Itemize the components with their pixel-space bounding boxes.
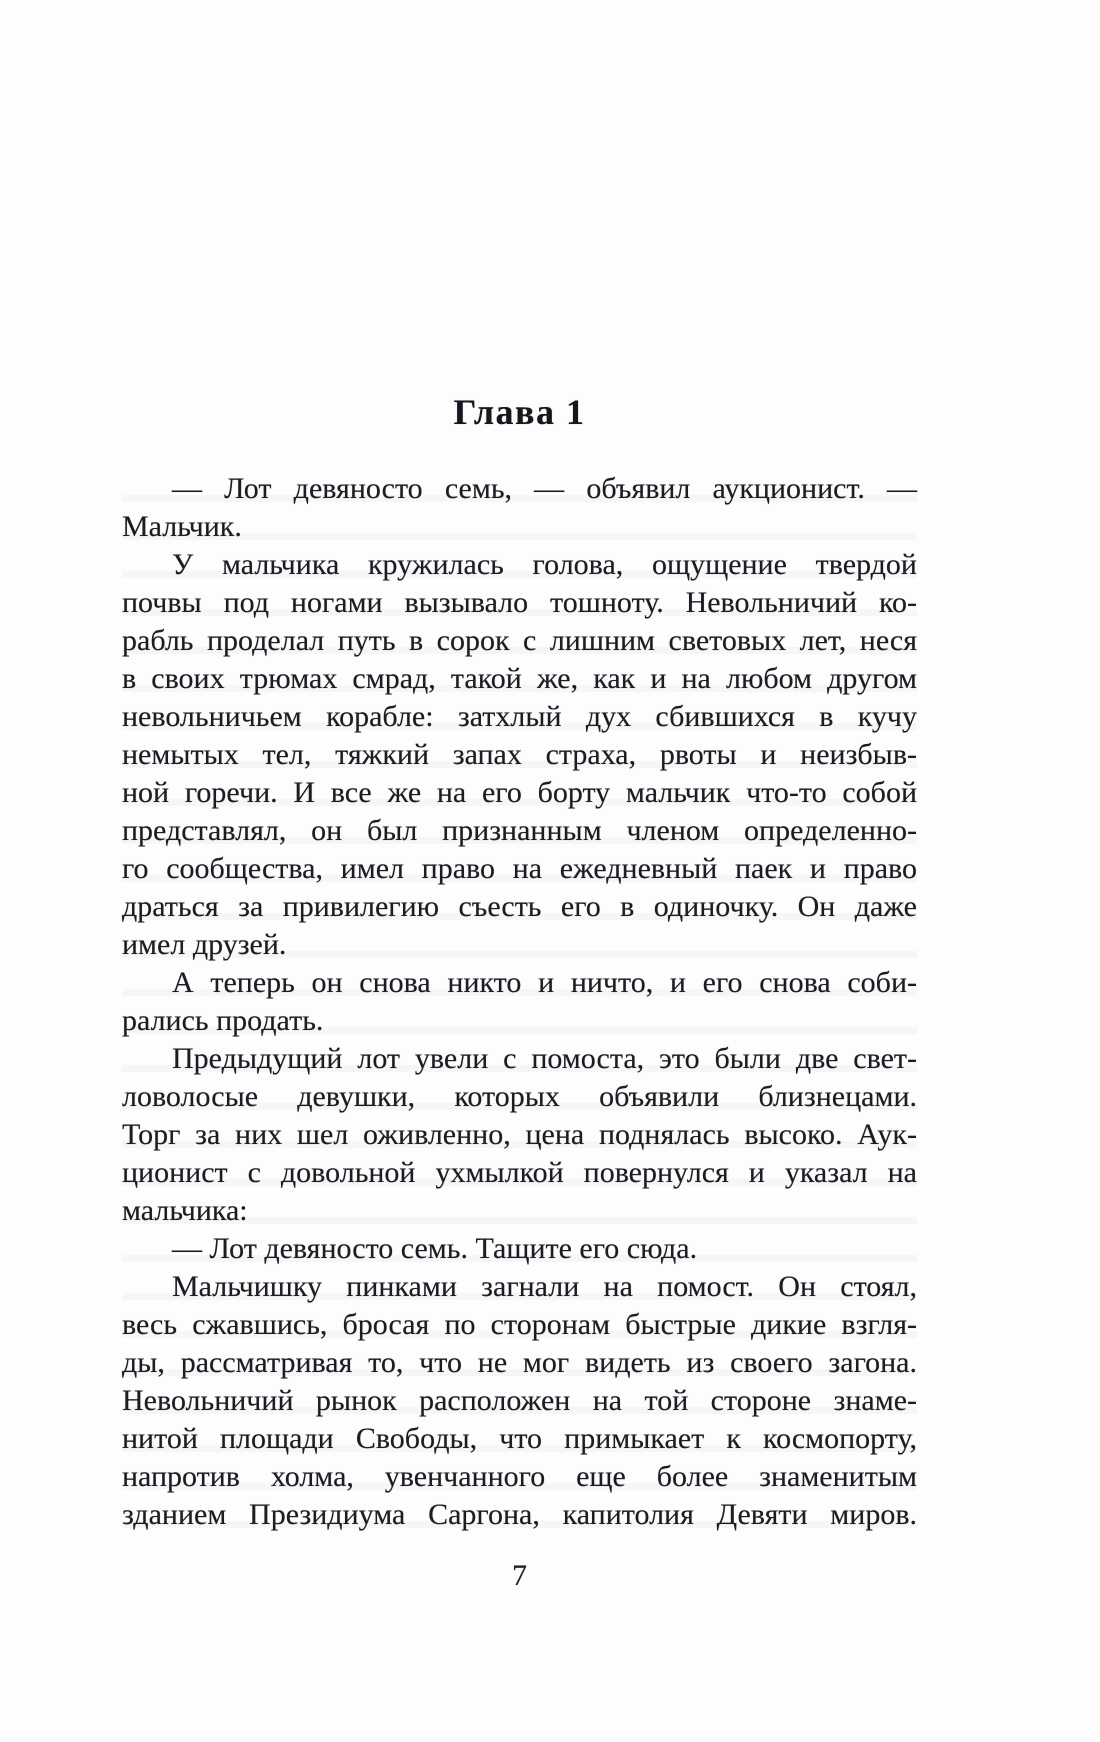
text-line: мальчика: [122,1194,248,1227]
text-line: ды, рассматривая то, что не мог видеть из своего загона. [122,1346,917,1379]
text-line: невольничьем корабле: затхлый дух сбившихся в кучу [122,700,917,733]
text-line: представлял, он был признанным членом определенно- [122,814,917,847]
body-text [122,470,917,1534]
text-line: драться за привилегию съесть его в одиночку. Он даже [122,890,917,923]
text-line: А теперь он снова никто и ничто, и его снова соби- [172,966,917,999]
text-line: Торг за них шел оживленно, цена поднялась высоко. Аук- [122,1118,917,1151]
text-line: имел друзей. [122,928,287,961]
text-line: Мальчик. [122,510,242,543]
text-line: — Лот девяносто семь. Тащите его сюда. [172,1232,698,1265]
text-line: зданием Президиума Саргона, капитолия Девяти миров. [122,1498,917,1531]
text-line: нитой площади Свободы, что примыкает к космопорту, [122,1422,917,1455]
text-line: почвы под ногами вызывало тошноту. Невольничий ко- [122,586,917,619]
page-number: 7 [512,1559,527,1592]
text-line: ционист с довольной ухмылкой повернулся и указал на [122,1156,917,1189]
text-line: напротив холма, увенчанного еще более знаменитым [122,1460,917,1493]
text-line: немытых тел, тяжкий запах страха, рвоты и неизбыв- [122,738,917,771]
text-line: Мальчишку пинками загнали на помост. Он стоял, [172,1270,917,1303]
text-line: в своих трюмах смрад, такой же, как и на любом другом [122,662,917,695]
text-line: го сообщества, имел право на ежедневный паек и право [122,852,917,885]
text-line: рабль проделал путь в сорок с лишним световых лет, неся [122,624,917,657]
text-line: — Лот девяносто семь, — объявил аукционист. — [172,472,917,505]
text-line: весь сжавшись, бросая по сторонам быстрые дикие взгля- [122,1308,917,1341]
text-line: Невольничий рынок расположен на той стороне знаме- [122,1384,917,1417]
text-line: У мальчика кружилась голова, ощущение твердой [172,548,917,581]
text-line: ной горечи. И все же на его борту мальчик что-то собой [122,776,917,809]
text-line: ловолосые девушки, которых объявили близнецами. [122,1080,917,1113]
text-line: рались продать. [122,1004,324,1037]
text-line: Предыдущий лот увели с помоста, это были две свет- [172,1042,917,1075]
chapter-heading: Глава 1 [453,392,586,432]
